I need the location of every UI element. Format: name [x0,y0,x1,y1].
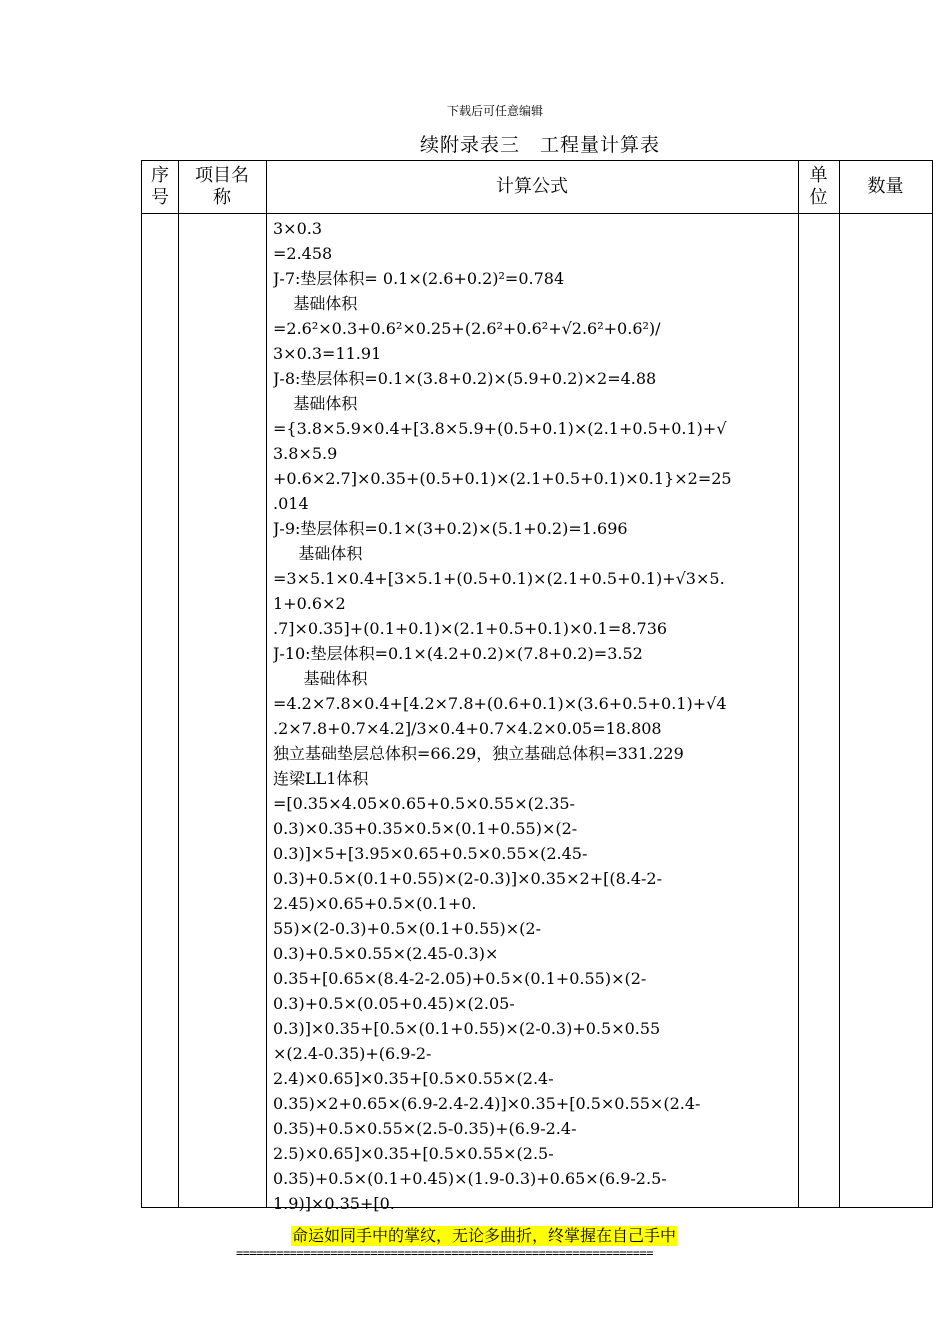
formula-line: 0.3)]×5+[3.95×0.65+0.5×0.55×(2.45- [273,844,588,863]
formula-line: +0.6×2.7]×0.35+(0.5+0.1)×(2.1+0.5+0.1)×0.1}×2=25 [273,469,732,488]
document-title: 续附录表三 工程量计算表 [419,134,660,156]
footer-motto: 命运如同手中的掌纹，无论多曲折，终掌握在自己手中 [292,1226,677,1245]
header-divider [142,213,932,214]
formula-line: 0.3)]×0.35+[0.5×(0.1+0.55)×(2-0.3)+0.5×0.55 [273,1019,661,1038]
formula-line: ={3.8×5.9×0.4+[3.8×5.9+(0.5+0.1)×(2.1+0.5+0.1)+√ [273,419,727,438]
formula-line: J-7:垫层体积= 0.1×(2.6+0.2)²=0.784 [273,269,565,288]
header-quantity: 数量 [867,176,904,197]
formula-line: .014 [273,494,309,513]
formula-line: 2.5)×0.65]×0.35+[0.5×0.55×(2.5- [273,1144,554,1163]
formula-line: 基础体积 [273,394,358,413]
header-note: 下载后可任意编辑 [446,104,543,118]
calculation-table [141,160,933,1213]
formula-line: 0.35)+0.5×(0.1+0.45)×(1.9-0.3)+0.65×(6.9-2.5- [273,1169,667,1188]
formula-line: 基础体积 [273,669,368,688]
header-item-name: 项目名 称 [195,165,249,208]
formula-line: =3×5.1×0.4+[3×5.1+(0.5+0.1)×(2.1+0.5+0.1)+√3×5. [273,569,725,588]
formula-line: .2×7.8+0.7×4.2]/3×0.4+0.7×4.2×0.05=18.808 [273,719,662,738]
header-seq: 序 号 [151,165,169,208]
formula-line: =2.6²×0.3+0.6²×0.25+(2.6²+0.6²+√2.6²+0.6²)/ [273,319,661,338]
formula-line: 0.35)+0.5×0.55×(2.5-0.35)+(6.9-2.4- [273,1119,577,1138]
formula-line: J-8:垫层体积=0.1×(3.8+0.2)×(5.9+0.2)×2=4.88 [273,369,657,388]
formula-line: 2.45)×0.65+0.5×(0.1+0. [273,894,477,913]
formula-line: 0.3)+0.5×(0.1+0.55)×(2-0.3)]×0.35×2+[(8.4-2- [273,869,663,888]
formula-line: 0.3)+0.5×0.55×(2.45-0.3)× [273,944,499,963]
formula-line: 1+0.6×2 [273,594,346,613]
formula-line: 基础体积 [273,544,363,563]
formula-line: .7]×0.35]+(0.1+0.1)×(2.1+0.5+0.1)×0.1=8.736 [273,619,668,638]
column-divider [178,161,179,1207]
formula-line: 2.4)×0.65]×0.35+[0.5×0.55×(2.4- [273,1069,554,1088]
formula-line: J-10:垫层体积=0.1×(4.2+0.2)×(7.8+0.2)=3.52 [273,644,643,663]
header-unit: 单 位 [809,165,828,208]
formula-line: 连梁LL1体积 [273,769,369,788]
formula-line: 0.35)×2+0.65×(6.9-2.4-2.4)]×0.35+[0.5×0.55×(2.4- [273,1094,701,1113]
formula-line: 3×0.3=11.91 [273,344,382,363]
formula-line: 基础体积 [273,294,358,313]
formula-line: 0.3)×0.35+0.35×0.5×(0.1+0.55)×(2- [273,819,578,838]
formula-line: 1.9)]×0.35+[0. [273,1194,395,1213]
formula-cell [273,216,803,1216]
formula-line: =[0.35×4.05×0.65+0.5×0.55×(2.35- [273,794,575,813]
formula-line: 3×0.3 [273,219,323,238]
footer-rule: ============================================================== [236,1246,653,1260]
formula-line: 55)×(2-0.3)+0.5×(0.1+0.55)×(2- [273,919,541,938]
header-formula: 计算公式 [496,176,568,197]
formula-line: ×(2.4-0.35)+(6.9-2- [273,1044,432,1063]
formula-line: 0.35+[0.65×(8.4-2-2.05)+0.5×(0.1+0.55)×(2- [273,969,647,988]
formula-line: 0.3)+0.5×(0.05+0.45)×(2.05- [273,994,515,1013]
formula-line: 独立基础垫层总体积=66.29，独立基础总体积=331.229 [273,744,684,763]
column-divider [839,161,840,1207]
formula-line: =4.2×7.8×0.4+[4.2×7.8+(0.6+0.1)×(3.6+0.5+0.1)+√4 [273,694,727,713]
column-divider [266,161,267,1207]
formula-line: J-9:垫层体积=0.1×(3+0.2)×(5.1+0.2)=1.696 [273,519,628,538]
formula-line: =2.458 [273,244,333,263]
formula-line: 3.8×5.9 [273,444,338,463]
